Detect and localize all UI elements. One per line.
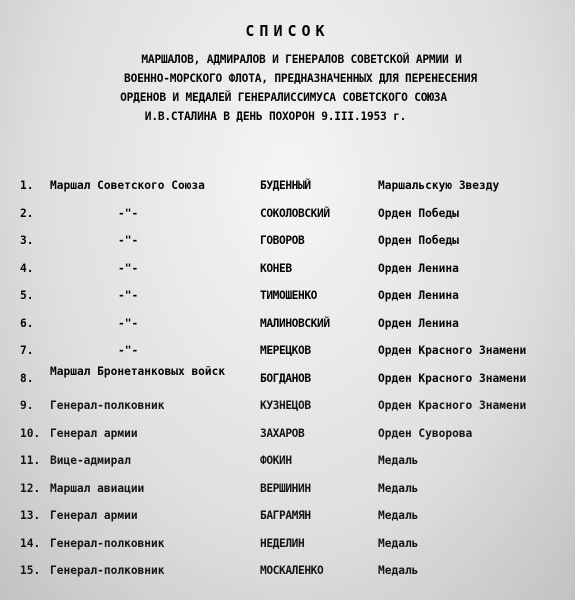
list-row xyxy=(0,258,575,286)
row-award: Орден Красного Знамени xyxy=(378,399,527,412)
list-row xyxy=(0,560,575,588)
row-number: 4. xyxy=(20,261,34,275)
row-award: Орден Ленина xyxy=(378,316,459,330)
awards-list xyxy=(0,175,575,588)
row-ditto-mark: -"- xyxy=(118,234,139,247)
row-rank: Генерал армии xyxy=(50,509,138,522)
row-name: БОГДАНОВ xyxy=(260,371,311,385)
row-name: ЗАХАРОВ xyxy=(260,426,305,440)
row-name: ГОВОРОВ xyxy=(260,234,305,247)
row-award: Орден Победы xyxy=(378,234,459,247)
row-number: 13. xyxy=(20,509,41,522)
row-name: БУДЕННЫЙ xyxy=(260,179,311,192)
row-name: МАЛИНОВСКИЙ xyxy=(260,316,330,330)
row-number: 8. xyxy=(20,371,34,385)
row-name: НЕДЕЛИН xyxy=(260,536,305,550)
heading-line-3: ОРДЕНОВ И МЕДАЛЕЙ ГЕНЕРАЛИССИМУСА СОВЕТСКОГО СОЮЗА xyxy=(120,91,447,104)
list-row xyxy=(0,478,575,506)
row-name: ВЕРШИНИН xyxy=(260,481,311,495)
row-number: 11. xyxy=(20,454,41,467)
row-number: 15. xyxy=(20,564,41,577)
row-name: ФОКИН xyxy=(260,454,292,467)
row-rank: Вице-адмирал xyxy=(50,454,131,467)
document-title: СПИСОК xyxy=(245,22,330,40)
row-rank: Маршал Бронетанковых войск xyxy=(50,364,226,378)
row-number: 3. xyxy=(20,234,34,247)
row-award: Медаль xyxy=(378,564,419,577)
list-row xyxy=(0,423,575,451)
row-name: КОНЕВ xyxy=(260,261,292,275)
row-award: Медаль xyxy=(378,454,419,467)
row-award: Орден Ленина xyxy=(378,261,459,275)
list-row xyxy=(0,285,575,313)
row-number: 1. xyxy=(20,179,34,192)
row-award: Орден Победы xyxy=(378,206,459,220)
row-ditto-mark: -"- xyxy=(118,344,139,357)
row-name: СОКОЛОВСКИЙ xyxy=(260,206,330,220)
row-rank: Маршал авиации xyxy=(50,481,145,495)
list-row xyxy=(0,230,575,258)
heading-line-1: МАРШАЛОВ, АДМИРАЛОВ И ГЕНЕРАЛОВ СОВЕТСКОЙ АРМИИ И xyxy=(141,53,462,66)
list-row xyxy=(0,364,575,396)
row-number: 10. xyxy=(20,426,41,440)
list-row xyxy=(0,450,575,478)
heading-line-4: И.В.СТАЛИНА В ДЕНЬ ПОХОРОН 9.III.1953 г. xyxy=(144,110,407,123)
row-number: 7. xyxy=(20,344,34,357)
row-rank: Генерал-полковник xyxy=(50,536,165,550)
row-ditto-mark: -"- xyxy=(118,206,139,220)
row-name: МОСКАЛЕНКО xyxy=(260,564,324,577)
row-ditto-mark: -"- xyxy=(118,289,139,302)
list-row xyxy=(0,313,575,341)
row-number: 14. xyxy=(20,536,41,550)
row-number: 12. xyxy=(20,481,41,495)
row-number: 6. xyxy=(20,316,34,330)
row-award: Орден Суворова xyxy=(378,426,473,440)
row-ditto-mark: -"- xyxy=(118,261,139,275)
list-row xyxy=(0,175,575,203)
list-row xyxy=(0,203,575,231)
list-row xyxy=(0,395,575,423)
row-award: Медаль xyxy=(378,509,419,522)
row-award: Медаль xyxy=(378,536,419,550)
row-name: МЕРЕЦКОВ xyxy=(260,344,311,357)
list-row xyxy=(0,533,575,561)
row-rank: Генерал-полковник xyxy=(50,399,165,412)
row-rank: Маршал Советского Союза xyxy=(50,179,205,192)
row-ditto-mark: -"- xyxy=(118,316,139,330)
row-name: ТИМОШЕНКО xyxy=(260,289,318,302)
row-award: Медаль xyxy=(378,481,419,495)
row-award: Орден Красного Знамени xyxy=(378,371,527,385)
heading-line-2: ВОЕННО-МОРСКОГО ФЛОТА, ПРЕДНАЗНАЧЕННЫХ ДЛЯ ПЕРЕНЕСЕНИЯ xyxy=(124,72,477,85)
row-award: Орден Красного Знамени xyxy=(378,344,527,357)
row-award: Маршальскую Звезду xyxy=(378,179,500,192)
row-number: 5. xyxy=(20,289,34,302)
row-number: 2. xyxy=(20,206,34,220)
document-header xyxy=(0,22,575,126)
row-rank: Генерал армии xyxy=(50,426,138,440)
row-number: 9. xyxy=(20,399,34,412)
list-row xyxy=(0,340,575,368)
row-name: КУЗНЕЦОВ xyxy=(260,399,311,412)
row-award: Орден Ленина xyxy=(378,289,459,302)
row-rank: Генерал-полковник xyxy=(50,564,165,577)
row-name: БАГРАМЯН xyxy=(260,509,311,522)
list-row xyxy=(0,505,575,533)
